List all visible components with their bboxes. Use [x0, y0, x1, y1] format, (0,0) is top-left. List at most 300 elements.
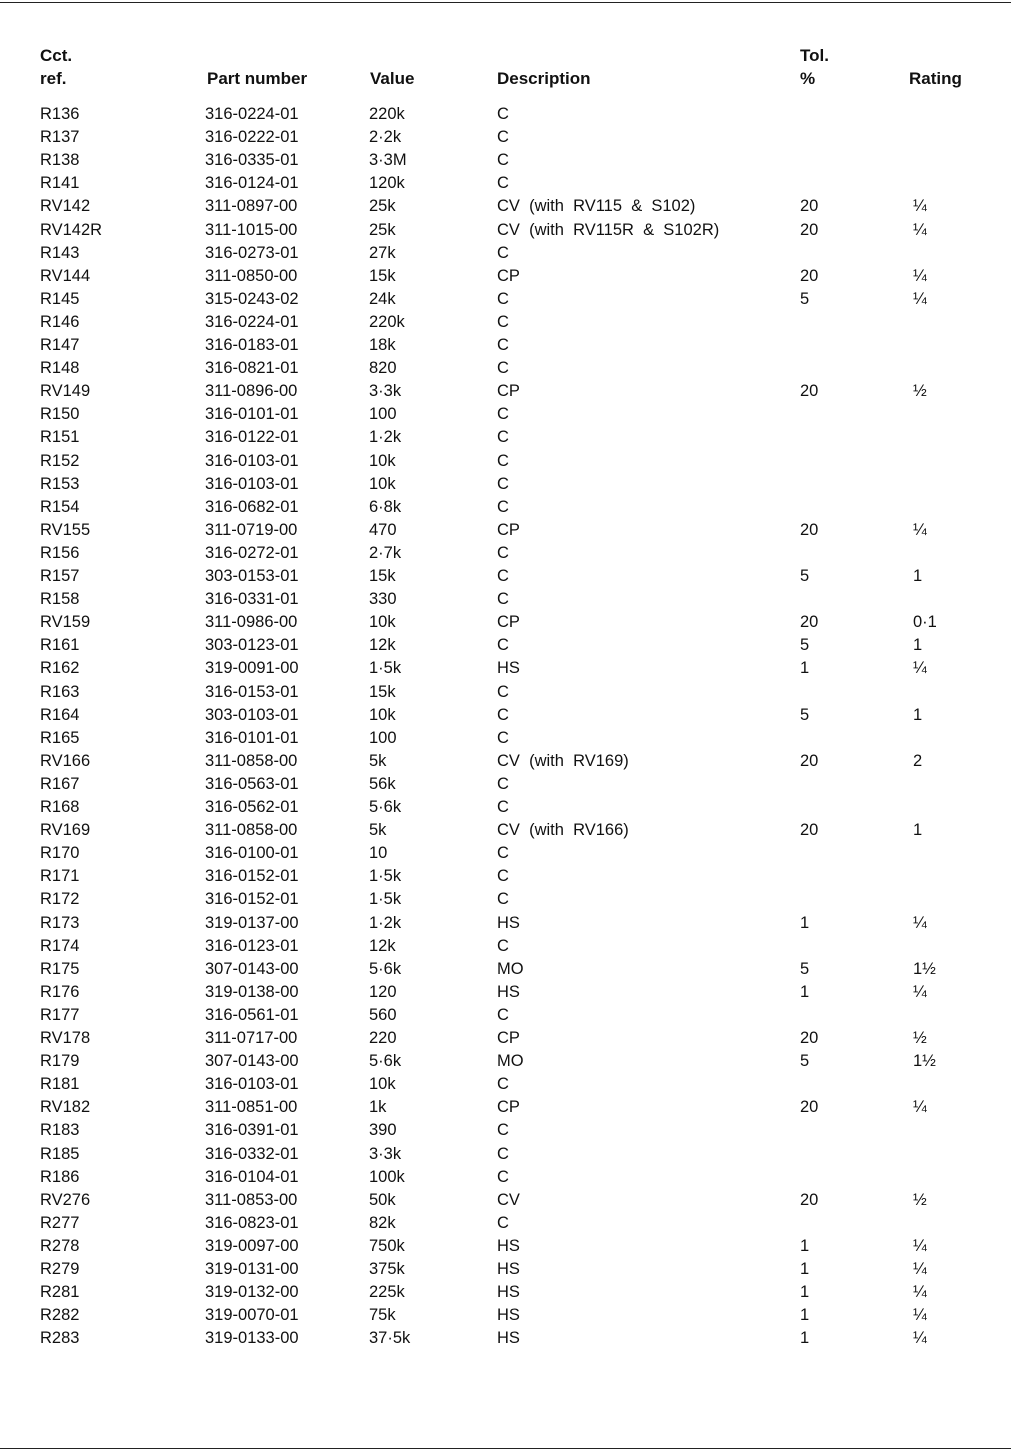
table-row	[0, 681, 1011, 704]
table-row	[0, 842, 1011, 865]
table-row	[0, 542, 1011, 565]
table-row	[0, 1304, 1011, 1327]
tolerance-cell: 1	[800, 1283, 810, 1302]
tolerance-cell: 20	[800, 613, 819, 632]
part-number-cell: 311-0850-00	[205, 266, 298, 285]
cct-ref-cell: R150	[40, 405, 80, 424]
description-cell: C	[497, 774, 509, 793]
description-cell: C	[497, 798, 509, 816]
cct-ref-cell: R176	[40, 982, 80, 1001]
cct-ref-cell: R283	[40, 1329, 80, 1348]
cct-ref-cell: R282	[40, 1306, 80, 1325]
tolerance-cell: 20	[800, 197, 819, 216]
cct-ref-cell: R181	[40, 1075, 80, 1094]
part-number-cell: 316-0104-01	[205, 1167, 299, 1186]
value-cell: 100k	[369, 1167, 405, 1186]
value-cell: 10k	[369, 451, 396, 470]
cct-ref-cell: RV144	[40, 266, 91, 285]
rating-cell: 2	[913, 751, 923, 770]
value-cell: 5k	[369, 751, 387, 770]
part-number-cell: 311-0896-00	[205, 382, 298, 401]
part-number-cell: 311-0853-00	[205, 1190, 298, 1209]
description-cell: CP	[497, 1029, 520, 1047]
table-row	[0, 704, 1011, 727]
rating-cell: 1	[913, 567, 923, 585]
part-number-cell: 311-0897-00	[205, 197, 298, 216]
rating-cell: ½	[913, 1190, 927, 1209]
table-row	[0, 657, 1011, 680]
description-cell: CP	[497, 382, 520, 401]
table-row	[0, 750, 1011, 773]
value-cell: 1k	[369, 1098, 387, 1117]
table-row	[0, 149, 1011, 172]
tolerance-cell: 5	[800, 705, 810, 724]
tolerance-cell: 5	[800, 289, 810, 308]
description-cell: CV (with RV115R & S102R)	[497, 220, 720, 239]
description-cell: CV (with RV115 & S102)	[497, 197, 696, 216]
table-row	[0, 773, 1011, 796]
cct-ref-cell: R177	[40, 1005, 80, 1024]
value-cell: 120	[369, 982, 397, 1001]
table-row	[0, 1327, 1011, 1350]
part-number-cell: 311-0986-00	[205, 613, 298, 632]
header-value: Value	[370, 69, 415, 88]
part-number-cell: 316-0122-01	[205, 428, 299, 447]
part-number-cell: 316-0101-01	[205, 405, 299, 424]
value-cell: 100	[369, 405, 397, 424]
value-cell: 225k	[369, 1283, 405, 1302]
table-row	[0, 219, 1011, 242]
value-cell: 1·5k	[369, 890, 402, 909]
cct-ref-cell: RV142R	[40, 220, 103, 239]
cct-ref-cell: R137	[40, 128, 80, 147]
rating-cell: ¼	[913, 1098, 927, 1117]
rating-cell: ¼	[913, 1260, 927, 1278]
description-cell: C	[497, 336, 509, 354]
part-number-cell: 303-0153-01	[205, 567, 299, 585]
value-cell: 15k	[369, 266, 396, 285]
table-row	[0, 1143, 1011, 1166]
cct-ref-cell: R153	[40, 474, 80, 493]
table-row	[0, 450, 1011, 473]
value-cell: 25k	[369, 220, 396, 239]
description-cell: CV (with RV166)	[497, 821, 629, 840]
header-tolerance-line2: %	[800, 69, 816, 88]
value-cell: 5k	[369, 821, 387, 840]
value-cell: 220	[369, 1029, 397, 1047]
value-cell: 100	[369, 728, 397, 747]
table-row	[0, 1235, 1011, 1258]
value-cell: 5·6k	[369, 959, 402, 978]
cct-ref-cell: R281	[40, 1283, 80, 1302]
cct-ref-cell: R163	[40, 682, 80, 701]
description-cell: MO	[497, 1052, 524, 1071]
part-number-cell: 316-0100-01	[205, 844, 299, 863]
table-row	[0, 1166, 1011, 1189]
part-number-cell: 303-0103-01	[205, 705, 299, 724]
value-cell: 750k	[369, 1236, 405, 1255]
description-cell: C	[497, 1075, 509, 1094]
description-cell: C	[497, 682, 509, 701]
part-number-cell: 316-0561-01	[205, 1005, 299, 1024]
cct-ref-cell: R146	[40, 312, 80, 331]
value-cell: 1·5k	[369, 659, 402, 678]
tolerance-cell: 1	[800, 1236, 810, 1255]
description-cell: C	[497, 174, 509, 193]
tolerance-cell: 5	[800, 1052, 810, 1071]
table-row	[0, 172, 1011, 195]
part-number-cell: 316-0823-01	[205, 1213, 299, 1232]
part-number-cell: 311-0717-00	[205, 1029, 298, 1047]
part-number-cell: 307-0143-00	[205, 1052, 299, 1071]
tolerance-cell: 20	[800, 220, 819, 239]
value-cell: 75k	[369, 1306, 396, 1325]
description-cell: C	[497, 151, 509, 170]
value-cell: 120k	[369, 174, 405, 193]
value-cell: 220k	[369, 105, 405, 123]
rating-cell: ¼	[913, 913, 927, 932]
description-cell: C	[497, 497, 509, 516]
value-cell: 15k	[369, 567, 396, 585]
tolerance-cell: 20	[800, 520, 819, 539]
cct-ref-cell: R279	[40, 1260, 80, 1278]
part-number-cell: 319-0097-00	[205, 1236, 299, 1255]
tolerance-cell: 1	[800, 913, 810, 932]
cct-ref-cell: R175	[40, 959, 80, 978]
rating-cell: 1	[913, 821, 923, 840]
description-cell: HS	[497, 1236, 520, 1255]
table-row	[0, 1189, 1011, 1212]
part-number-cell: 316-0183-01	[205, 336, 299, 354]
header-part-number: Part number	[207, 69, 308, 88]
value-cell: 470	[369, 520, 397, 539]
description-cell: HS	[497, 913, 520, 932]
description-cell: C	[497, 359, 509, 378]
rating-cell: ½	[913, 1029, 927, 1047]
tolerance-cell: 1	[800, 1260, 810, 1278]
cct-ref-cell: R145	[40, 289, 80, 308]
cct-ref-cell: RV149	[40, 382, 91, 401]
header-tolerance-line1: Tol.	[800, 46, 829, 65]
description-cell: C	[497, 428, 509, 447]
part-number-cell: 316-0103-01	[205, 1075, 299, 1094]
tolerance-cell: 1	[800, 1329, 810, 1348]
rating-cell: 1	[913, 705, 923, 724]
part-number-cell: 316-0335-01	[205, 151, 299, 170]
cct-ref-cell: R164	[40, 705, 80, 724]
table-row	[0, 565, 1011, 588]
description-cell: C	[497, 474, 509, 493]
value-cell: 10k	[369, 705, 396, 724]
part-number-cell: 316-0103-01	[205, 474, 299, 493]
table-row	[0, 265, 1011, 288]
cct-ref-cell: RV155	[40, 520, 91, 539]
part-number-cell: 316-0153-01	[205, 682, 299, 701]
cct-ref-cell: R183	[40, 1121, 80, 1140]
description-cell: HS	[497, 1329, 520, 1348]
value-cell: 1·5k	[369, 867, 402, 886]
part-number-cell: 316-0682-01	[205, 497, 299, 516]
value-cell: 820	[369, 359, 397, 378]
table-row	[0, 1119, 1011, 1142]
description-cell: C	[497, 1121, 509, 1140]
table-row	[0, 1027, 1011, 1050]
cct-ref-cell: R141	[40, 174, 80, 193]
value-cell: 37·5k	[369, 1329, 411, 1348]
table-row	[0, 611, 1011, 634]
table-row	[0, 865, 1011, 888]
description-cell: C	[497, 844, 509, 863]
cct-ref-cell: R277	[40, 1213, 80, 1232]
description-cell: C	[497, 936, 509, 955]
description-cell: C	[497, 705, 509, 724]
cct-ref-cell: RV142	[40, 197, 91, 216]
tolerance-cell: 20	[800, 821, 819, 840]
part-number-cell: 311-1015-00	[205, 220, 298, 239]
tolerance-cell: 1	[800, 659, 810, 678]
value-cell: 10	[369, 844, 388, 863]
value-cell: 390	[369, 1121, 397, 1140]
value-cell: 10k	[369, 1075, 396, 1094]
description-cell: C	[497, 1005, 509, 1024]
cct-ref-cell: R147	[40, 336, 80, 354]
tolerance-cell: 1	[800, 1306, 810, 1325]
part-number-cell: 316-0272-01	[205, 543, 299, 562]
value-cell: 3·3k	[369, 1144, 402, 1163]
description-cell: C	[497, 405, 509, 424]
description-cell: C	[497, 728, 509, 747]
value-cell: 3·3M	[369, 151, 407, 170]
header-cct-ref-line1: Cct.	[40, 46, 73, 65]
value-cell: 5·6k	[369, 1052, 402, 1071]
top-rule	[0, 2, 1011, 3]
rating-cell: ¼	[913, 289, 927, 308]
part-number-cell: 316-0124-01	[205, 174, 299, 193]
description-cell: HS	[497, 659, 520, 678]
part-number-cell: 316-0391-01	[205, 1121, 299, 1140]
cct-ref-cell: R168	[40, 798, 80, 816]
table-row	[0, 519, 1011, 542]
rating-cell: 1	[913, 636, 923, 655]
table-row	[0, 1096, 1011, 1119]
cct-ref-cell: R143	[40, 243, 80, 262]
part-number-cell: 311-0858-00	[205, 821, 298, 840]
part-number-cell: 316-0562-01	[205, 798, 299, 816]
cct-ref-cell: RV166	[40, 751, 91, 770]
rating-cell: ¼	[913, 1306, 927, 1325]
table-row	[0, 796, 1011, 819]
header-description: Description	[497, 69, 591, 88]
cct-ref-cell: R167	[40, 774, 80, 793]
part-number-cell: 316-0152-01	[205, 890, 299, 909]
rating-cell: ½	[913, 382, 927, 401]
table-row	[0, 357, 1011, 380]
description-cell: C	[497, 543, 509, 562]
part-number-cell: 311-0851-00	[205, 1098, 298, 1117]
cct-ref-cell: R138	[40, 151, 80, 170]
cct-ref-cell: R148	[40, 359, 80, 378]
tolerance-cell: 20	[800, 266, 819, 285]
cct-ref-cell: RV178	[40, 1029, 91, 1047]
value-cell: 27k	[369, 243, 396, 262]
rating-cell: ¼	[913, 520, 927, 539]
value-cell: 220k	[369, 312, 405, 331]
part-number-cell: 319-0138-00	[205, 982, 299, 1001]
part-number-cell: 316-0563-01	[205, 774, 299, 793]
part-number-cell: 319-0133-00	[205, 1329, 299, 1348]
table-row	[0, 819, 1011, 842]
description-cell: C	[497, 890, 509, 909]
description-cell: CP	[497, 1098, 520, 1117]
table-row	[0, 126, 1011, 149]
part-number-cell: 316-0123-01	[205, 936, 299, 955]
rating-cell: ¼	[913, 266, 927, 285]
description-cell: HS	[497, 1306, 520, 1325]
cct-ref-cell: RV276	[40, 1190, 91, 1209]
part-number-cell: 316-0332-01	[205, 1144, 299, 1163]
part-number-cell: 319-0070-01	[205, 1306, 299, 1325]
description-cell: HS	[497, 1283, 520, 1302]
value-cell: 6·8k	[369, 497, 402, 516]
value-cell: 56k	[369, 774, 396, 793]
table-row	[0, 981, 1011, 1004]
part-number-cell: 319-0132-00	[205, 1283, 299, 1302]
description-cell: HS	[497, 982, 520, 1001]
description-cell: C	[497, 1167, 509, 1186]
description-cell: C	[497, 1213, 509, 1232]
part-number-cell: 311-0858-00	[205, 751, 298, 770]
part-number-cell: 316-0273-01	[205, 243, 299, 262]
cct-ref-cell: R171	[40, 867, 80, 886]
cct-ref-cell: R157	[40, 567, 80, 585]
part-number-cell: 316-0224-01	[205, 312, 299, 331]
part-number-cell: 311-0719-00	[205, 520, 298, 539]
table-row	[0, 1004, 1011, 1027]
value-cell: 375k	[369, 1260, 405, 1278]
table-row	[0, 912, 1011, 935]
value-cell: 25k	[369, 197, 396, 216]
cct-ref-cell: R172	[40, 890, 80, 909]
part-number-cell: 307-0143-00	[205, 959, 299, 978]
table-row	[0, 242, 1011, 265]
cct-ref-cell: R173	[40, 913, 80, 932]
value-cell: 12k	[369, 636, 396, 655]
value-cell: 330	[369, 590, 397, 609]
table-row	[0, 496, 1011, 519]
value-cell: 50k	[369, 1190, 396, 1209]
tolerance-cell: 5	[800, 636, 810, 655]
tolerance-cell: 20	[800, 1190, 819, 1209]
value-cell: 3·3k	[369, 382, 402, 401]
description-cell: C	[497, 867, 509, 886]
description-cell: C	[497, 451, 509, 470]
description-cell: C	[497, 567, 509, 585]
tolerance-cell: 20	[800, 751, 819, 770]
description-cell: CV	[497, 1190, 520, 1209]
part-number-cell: 316-0222-01	[205, 128, 299, 147]
table-row	[0, 588, 1011, 611]
cct-ref-cell: R156	[40, 543, 80, 562]
table-row	[0, 403, 1011, 426]
description-cell: C	[497, 590, 509, 609]
cct-ref-cell: R162	[40, 659, 80, 678]
tolerance-cell: 20	[800, 382, 819, 401]
table-row	[0, 1212, 1011, 1235]
table-row	[0, 426, 1011, 449]
table-row	[0, 935, 1011, 958]
value-cell: 2·7k	[369, 543, 402, 562]
description-cell: CV (with RV169)	[497, 751, 629, 770]
cct-ref-cell: R158	[40, 590, 80, 609]
value-cell: 10k	[369, 613, 396, 632]
cct-ref-cell: R161	[40, 636, 80, 655]
cct-ref-cell: R185	[40, 1144, 80, 1163]
rating-cell: ¼	[913, 1283, 927, 1302]
description-cell: C	[497, 105, 509, 123]
table-row	[0, 1050, 1011, 1073]
rating-cell: 0·1	[913, 613, 937, 632]
table-row	[0, 380, 1011, 403]
table-row	[0, 634, 1011, 657]
table-row	[0, 473, 1011, 496]
rating-cell: ¼	[913, 1236, 927, 1255]
description-cell: C	[497, 289, 509, 308]
cct-ref-cell: R165	[40, 728, 80, 747]
description-cell: C	[497, 636, 509, 655]
value-cell: 24k	[369, 289, 396, 308]
value-cell: 560	[369, 1005, 397, 1024]
bottom-rule	[0, 1448, 1011, 1449]
cct-ref-cell: R152	[40, 451, 80, 470]
table-row	[0, 958, 1011, 981]
tolerance-cell: 20	[800, 1029, 819, 1047]
rating-cell: 1½	[913, 959, 936, 978]
header-cct-ref-line2: ref.	[40, 69, 67, 88]
table-row	[0, 1281, 1011, 1304]
cct-ref-cell: R136	[40, 105, 80, 123]
cct-ref-cell: R179	[40, 1052, 80, 1071]
part-number-cell: 316-0103-01	[205, 451, 299, 470]
description-cell: C	[497, 128, 509, 147]
value-cell: 1·2k	[369, 428, 402, 447]
rating-cell: ¼	[913, 197, 927, 216]
part-number-cell: 316-0224-01	[205, 105, 299, 123]
tolerance-cell: 5	[800, 959, 810, 978]
cct-ref-cell: RV182	[40, 1098, 91, 1117]
part-number-cell: 319-0131-00	[205, 1260, 299, 1278]
part-number-cell: 303-0123-01	[205, 636, 299, 655]
cct-ref-cell: R154	[40, 497, 80, 516]
description-cell: HS	[497, 1260, 520, 1278]
cct-ref-cell: R174	[40, 936, 80, 955]
value-cell: 82k	[369, 1213, 396, 1232]
table-row	[0, 1258, 1011, 1281]
table-row	[0, 103, 1011, 126]
tolerance-cell: 1	[800, 982, 810, 1001]
value-cell: 12k	[369, 936, 396, 955]
value-cell: 10k	[369, 474, 396, 493]
value-cell: 2·2k	[369, 128, 402, 147]
description-cell: CP	[497, 520, 520, 539]
table-row	[0, 195, 1011, 218]
rating-cell: 1½	[913, 1052, 936, 1071]
tolerance-cell: 20	[800, 1098, 819, 1117]
value-cell: 5·6k	[369, 798, 402, 816]
rating-cell: ¼	[913, 982, 927, 1001]
description-cell: C	[497, 1144, 509, 1163]
part-number-cell: 319-0091-00	[205, 659, 299, 678]
description-cell: C	[497, 312, 509, 331]
